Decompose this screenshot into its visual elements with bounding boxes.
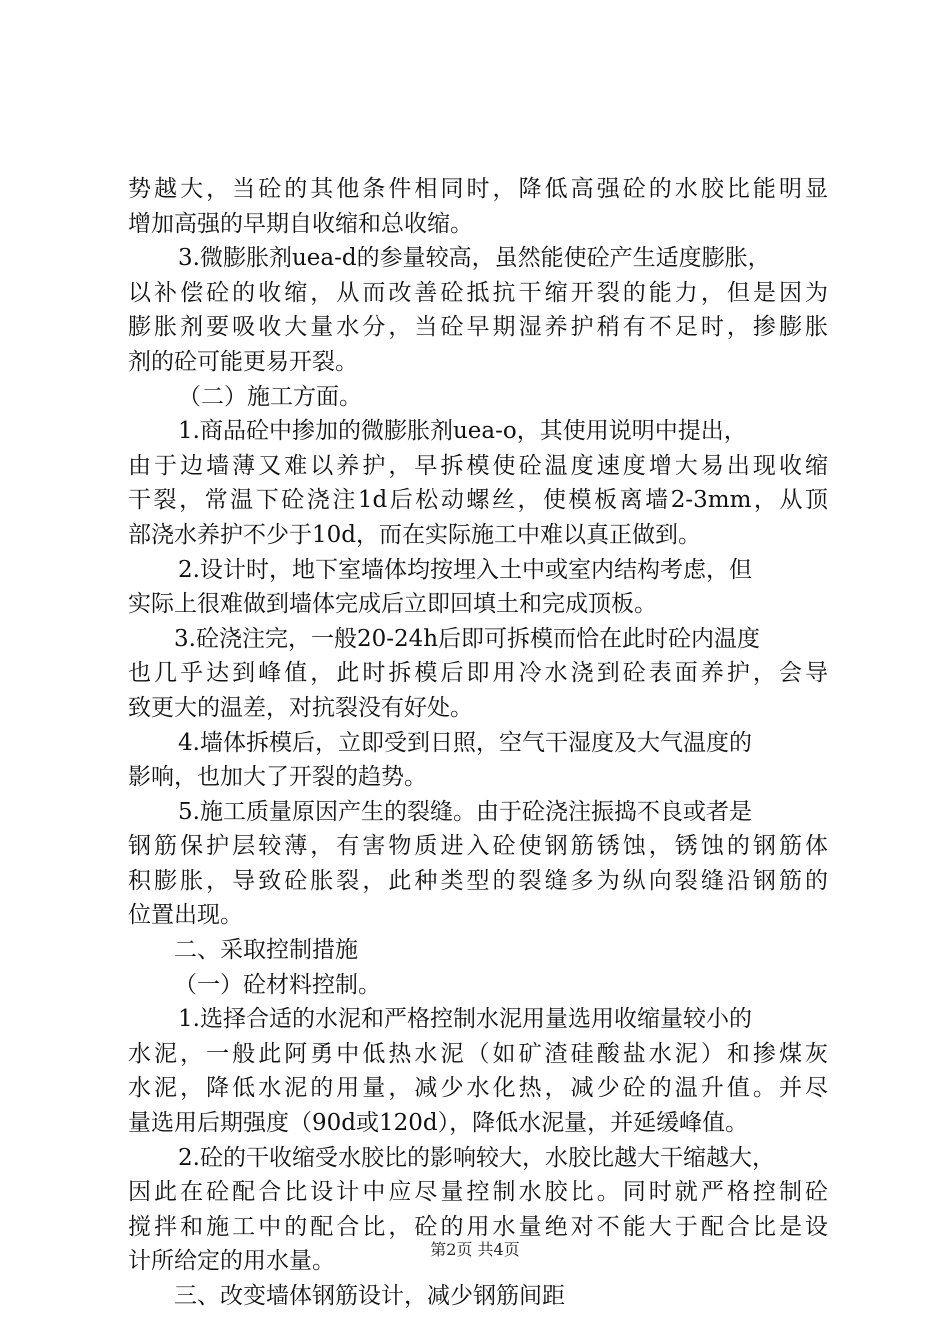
text-line: 2.设计时，地下室墙体均按埋入土中或室内结构考虑，但 <box>178 556 752 583</box>
text-line: 部浇水养护不少于10d，而在实际施工中难以真正做到。 <box>128 521 701 548</box>
text-line: 水泥，一般此阿勇中低热水泥（如矿渣硅酸盐水泥）和掺煤灰 <box>128 1040 828 1067</box>
page-footer: 第2页 共4页 <box>430 1240 520 1259</box>
text-line: 2.砼的干收缩受水胶比的影响较大，水胶比越大干缩越大， <box>178 1144 775 1171</box>
text-line: 势越大，当砼的其他条件相同时，降低高强砼的水胶比能明显 <box>128 176 828 202</box>
text-line: 剂的砼可能更易开裂。 <box>128 348 358 375</box>
text-line: 位置出现。 <box>128 902 243 929</box>
text-line: 3.微膨胀剂uea-d的参量较高，虽然能使砼产生适度膨胀， <box>178 245 771 272</box>
text-line: 三、改变墙体钢筋设计，减少钢筋间距 <box>174 1283 565 1309</box>
text-line: 钢筋保护层较薄，有害物质进入砼使钢筋锈蚀，锈蚀的钢筋体 <box>128 833 828 860</box>
text-line: 以补偿砼的收缩，从而改善砼抵抗干缩开裂的能力，但是因为 <box>128 279 828 306</box>
text-line: 5.施工质量原因产生的裂缝。由于砼浇注振捣不良或者是 <box>178 798 752 825</box>
text-line: 量选用后期强度（90d或120d），降低水泥量，并延缓峰值。 <box>128 1110 749 1137</box>
text-line: 1.商品砼中掺加的微膨胀剂uea-o，其使用说明中提出， <box>178 418 747 445</box>
text-line: 实际上很难做到墙体完成后立即回填土和完成顶板。 <box>128 591 657 618</box>
text-line: 水泥，降低水泥的用量，减少水化热，减少砼的温升值。并尽 <box>128 1075 828 1102</box>
text-line: 3.砼浇注完，一般20-24h后即可拆模而恰在此时砼内温度 <box>174 625 761 652</box>
text-line: 致更大的温差，对抗裂没有好处。 <box>128 694 473 721</box>
text-line: 也几乎达到峰值，此时拆模后即用冷水浇到砼表面养护，会导 <box>128 660 828 687</box>
body-text <box>128 172 828 1314</box>
text-line: 二、采取控制措施 <box>174 937 358 964</box>
text-line: 计所给定的用水量。 <box>128 1248 335 1275</box>
text-line: 由于边墙薄又难以养护，早拆模使砼温度速度增大易出现收缩 <box>128 452 828 479</box>
text-line: 干裂，常温下砼浇注1d后松动螺丝，使模板离墙2-3mm，从顶 <box>128 487 828 514</box>
text-line: 搅拌和施工中的配合比，砼的用水量绝对不能大于配合比是设 <box>128 1213 828 1240</box>
text-line: 因此在砼配合比设计中应尽量控制水胶比。同时就严格控制砼 <box>128 1179 828 1206</box>
text-line: （一）砼材料控制。 <box>174 971 381 998</box>
text-line: 影响，也加大了开裂的趋势。 <box>128 764 427 791</box>
text-line: 膨胀剂要吸收大量水分，当砼早期湿养护稍有不足时，掺膨胀 <box>128 314 828 341</box>
text-line: （二）施工方面。 <box>178 383 362 410</box>
text-line: 积膨胀，导致砼胀裂，此种类型的裂缝多为纵向裂缝沿钢筋的 <box>128 867 828 894</box>
text-line: 4.墙体拆模后，立即受到日照，空气干湿度及大气温度的 <box>178 729 752 756</box>
text-line: 1.选择合适的水泥和严格控制水泥用量选用收缩量较小的 <box>178 1006 752 1033</box>
text-line: 增加高强的早期自收缩和总收缩。 <box>128 210 473 237</box>
